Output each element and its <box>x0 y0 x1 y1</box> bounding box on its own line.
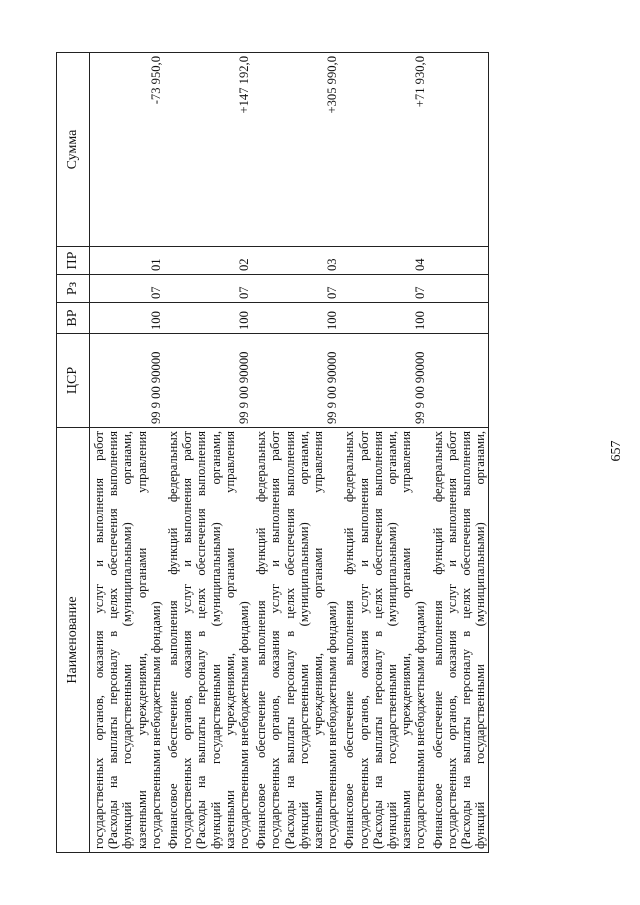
cell-pr: 04 <box>340 247 428 275</box>
name-line: государственных органов, оказания услуг и выполнения работ <box>180 431 195 849</box>
cell-vr: 100 <box>164 303 252 334</box>
name-line: Финансовое обеспечение выполнения функций федеральных <box>430 431 445 849</box>
cell-sum: +71 930,0 <box>340 53 428 247</box>
table-row <box>252 53 340 853</box>
name-line: (Расходы на выплаты персоналу в целях обеспечения выполнения <box>194 431 209 849</box>
table-row <box>90 53 165 853</box>
name-line: казенными учреждениями, органами управления <box>134 431 149 849</box>
cell-pr: 01 <box>90 247 165 275</box>
cell-rz: 07 <box>252 275 340 303</box>
header-rz: Рз <box>57 275 90 303</box>
table-header-row <box>57 53 90 853</box>
cell-rz <box>429 275 489 303</box>
name-line: государственными внебюджетными фондами) <box>237 601 252 849</box>
name-line: казенными учреждениями, органами управления <box>399 431 414 849</box>
cell-vr: 100 <box>252 303 340 334</box>
name-line: Финансовое обеспечение выполнения функций федеральных <box>254 431 269 849</box>
table-row <box>164 53 252 853</box>
header-pr: ПР <box>57 247 90 275</box>
name-line: государственных органов, оказания услуг и выполнения работ <box>268 431 283 849</box>
name-line: государственных органов, оказания услуг и выполнения работ <box>92 431 106 849</box>
cell-sum: -73 950,0 <box>90 53 165 247</box>
table-body <box>90 53 489 853</box>
cell-rz: 07 <box>340 275 428 303</box>
name-line: функций государственными (муниципальными) органами, <box>296 431 311 849</box>
cell-csr: 99 9 00 90000 <box>340 334 428 428</box>
name-line: (Расходы на выплаты персоналу в целях обеспечения выполнения <box>370 431 385 849</box>
header-sum: Сумма <box>57 53 90 247</box>
table-row <box>429 53 489 853</box>
cell-vr: 100 <box>90 303 165 334</box>
cell-csr <box>429 334 489 428</box>
cell-csr: 99 9 00 90000 <box>90 334 165 428</box>
page-number: 657 <box>609 440 624 462</box>
name-line: государственными внебюджетными фондами) <box>325 601 340 849</box>
name-line: функций государственными (муниципальными) органами, <box>120 431 135 849</box>
cell-name <box>90 428 165 853</box>
cell-name <box>340 428 428 853</box>
cell-csr: 99 9 00 90000 <box>164 334 252 428</box>
cell-name <box>429 428 489 853</box>
cell-pr <box>429 247 489 275</box>
name-line: функций государственными (муниципальными) органами, <box>385 431 400 849</box>
cell-pr: 03 <box>252 247 340 275</box>
name-line: функций государственными (муниципальными) органами, <box>473 431 488 849</box>
name-line: казенными учреждениями, органами управления <box>222 431 237 849</box>
cell-vr: 100 <box>340 303 428 334</box>
cell-rz: 07 <box>164 275 252 303</box>
name-line: казенными учреждениями, органами управления <box>311 431 326 849</box>
cell-pr: 02 <box>164 247 252 275</box>
cell-name <box>252 428 340 853</box>
cell-sum: +305 990,0 <box>252 53 340 247</box>
name-line: (Расходы на выплаты персоналу в целях обеспечения выполнения <box>282 431 297 849</box>
cell-name <box>164 428 252 853</box>
name-line: Финансовое обеспечение выполнения функций федеральных <box>342 431 357 849</box>
name-line: государственных органов, оказания услуг и выполнения работ <box>356 431 371 849</box>
table-row <box>340 53 428 853</box>
header-vr: ВР <box>57 303 90 334</box>
cell-sum <box>429 53 489 247</box>
name-line: государственных органов, оказания услуг и выполнения работ <box>444 431 459 849</box>
header-csr: ЦСР <box>57 334 90 428</box>
header-name: Наименование <box>57 428 90 853</box>
cell-csr: 99 9 00 90000 <box>252 334 340 428</box>
name-line: Финансовое обеспечение выполнения функций федеральных <box>166 431 181 849</box>
cell-sum: +147 192,0 <box>164 53 252 247</box>
name-line: (Расходы на выплаты персоналу в целях обеспечения выполнения <box>106 431 121 849</box>
name-line: государственными внебюджетными фондами) <box>148 601 163 849</box>
name-line: функций государственными (муниципальными) органами, <box>208 431 223 849</box>
cell-rz: 07 <box>90 275 165 303</box>
cell-vr <box>429 303 489 334</box>
name-line: (Расходы на выплаты персоналу в целях обеспечения выполнения <box>459 431 474 849</box>
name-line: государственными внебюджетными фондами) <box>413 601 428 849</box>
budget-table <box>56 52 489 853</box>
